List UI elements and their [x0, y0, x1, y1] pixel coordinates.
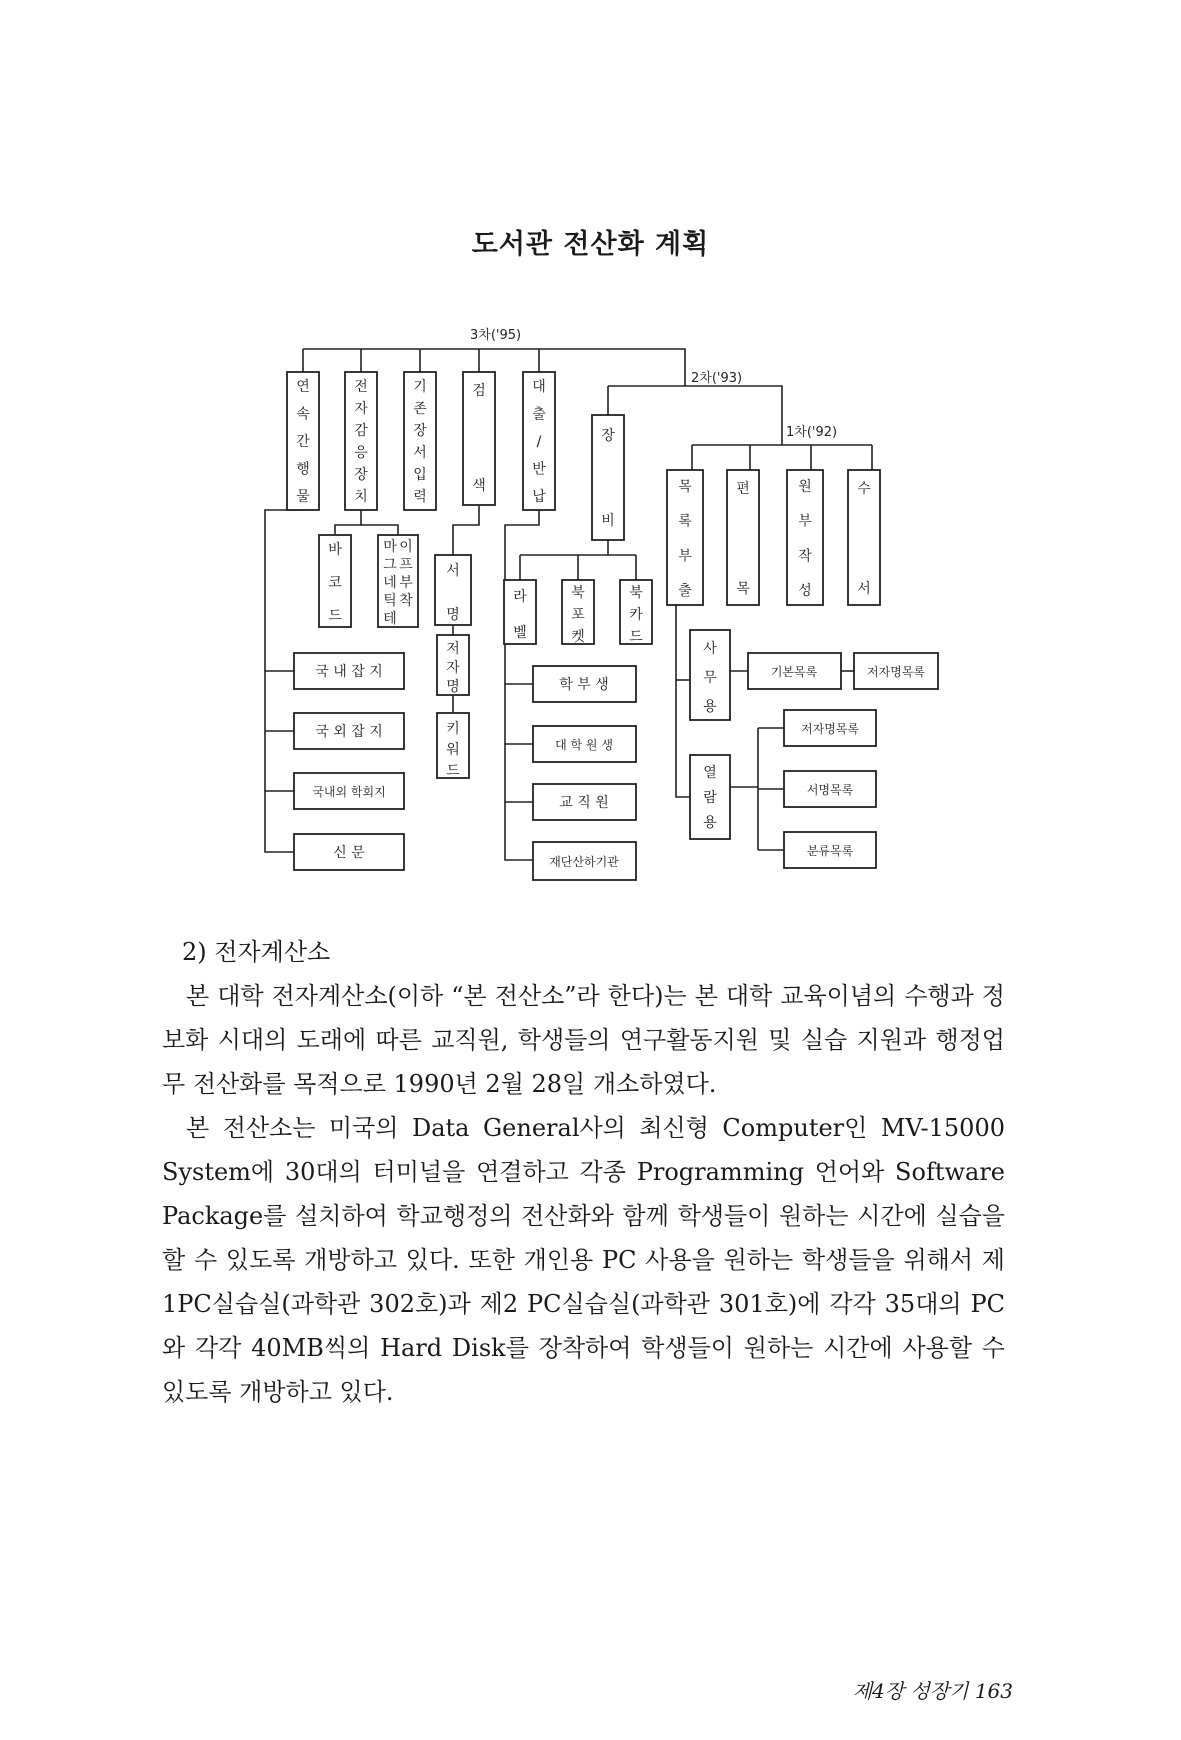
newspapers-box [294, 834, 404, 870]
svg-text:국 외 잡 지: 국 외 잡 지 [315, 724, 383, 740]
search-title-box [435, 555, 471, 625]
book-card-box [620, 580, 652, 645]
svg-text:전자감응장치: 전 자 감 응 장 치 [354, 379, 368, 505]
svg-text:북카드: 북 카 드 [629, 585, 643, 645]
grad-box [533, 726, 636, 762]
svg-text:저자명목록: 저자명목록 [801, 722, 859, 736]
svg-text:국 내 잡 지: 국 내 잡 지 [315, 664, 383, 680]
author-catalog-box [854, 653, 938, 689]
cataloging-box [727, 470, 759, 605]
catalog-output-box [667, 470, 703, 605]
svg-text:원부작성: 원 부 작 성 [798, 479, 812, 599]
svg-text:열람용: 열 람 용 [703, 765, 717, 831]
svg-text:연속간행물: 연 속 간 행 물 [296, 379, 310, 505]
svg-text:기존장서입력: 기 존 장 서 입 력 [413, 379, 427, 505]
svg-text:저자명: 저 자 명 [446, 641, 460, 695]
svg-text:사무용: 사 무 용 [703, 641, 717, 715]
reading-use-box [690, 755, 730, 839]
serials-box [287, 372, 319, 510]
svg-text:재단산하기관: 재단산하기관 [549, 855, 619, 869]
title-catalog-box [784, 771, 876, 807]
original-cataloging-box [787, 470, 823, 605]
marc-tape-box [378, 535, 418, 627]
svg-text:기본목록: 기본목록 [770, 665, 818, 679]
svg-text:바코드: 바 코 드 [328, 542, 342, 624]
svg-text:대출/반납: 대 출 / 반 납 [532, 379, 546, 505]
body-text [162, 930, 1005, 1414]
foreign-journals-box [294, 713, 404, 749]
equipment-box [592, 415, 624, 540]
page-footer: 제4장 성장기 163 [852, 1679, 1013, 1703]
staff-box [533, 784, 636, 820]
book-pocket-box [562, 580, 594, 645]
svg-text:장비: 장 비 [601, 428, 615, 529]
svg-text:저자명목록: 저자명목록 [867, 665, 925, 679]
svg-text:서명: 서 명 [446, 563, 460, 623]
circulation-box [523, 372, 555, 510]
barcode-box [319, 535, 351, 627]
svg-text:북포켓: 북 포 켓 [571, 585, 585, 645]
retro-input-box [404, 372, 436, 510]
acquisition-box [848, 470, 880, 605]
svg-text:대 학 원 생: 대 학 원 생 [555, 738, 613, 752]
phase3-label: 3차('95) [470, 328, 522, 343]
svg-text:학 부 생: 학 부 생 [559, 677, 609, 693]
section-heading: 2) 전자계산소 [182, 938, 331, 966]
svg-text:마그네틱테이프부착: 마 그 네 틱 테이 프 부 착 [383, 539, 413, 627]
svg-text:분류목록: 분류목록 [806, 844, 854, 858]
phase1-label: 1차('92) [786, 425, 838, 440]
svg-text:교 직 원: 교 직 원 [559, 795, 609, 811]
affiliates-box [533, 842, 636, 880]
svg-text:라벨: 라 벨 [513, 589, 527, 641]
svg-text:검색: 검 색 [472, 383, 486, 494]
academic-journals-box [294, 773, 404, 809]
page-title: 도서관 전산화 계획 [471, 229, 710, 260]
svg-text:편목: 편 목 [736, 481, 750, 597]
basic-catalog-box [748, 653, 841, 689]
svg-text:서명목록: 서명목록 [806, 783, 854, 797]
svg-text:신 문: 신 문 [333, 845, 365, 861]
svg-text:목록부출: 목 록 부 출 [678, 479, 692, 599]
svg-text:국내외 학회지: 국내외 학회지 [312, 785, 386, 799]
paragraph-2: 본 전산소는 미국의 Data General사의 최신형 Computer인 MV-15000 System에 30대의 터미널을 연결하고 각종 Programming 언어와 Software Package를 설치하여 학교행정의 전산화와 함께 학생들이 원하는 시간에 실습을 할 수 있도록 개방하고 있다. 또한 개인용 PC 사용을 원하는 학생들을 위해서 제1PC실습실(과학관 302호)과 제2 PC실습실(과학관 301호)에 각각 35대의 PC와 각각 40MB씩의 Hard Disk를 장착하여 학생들이 원하는 시간에 사용할 수 있도록 개방하고 있다. [162, 1114, 1005, 1406]
search-author-box [437, 635, 469, 695]
svg-text:수서: 수 서 [857, 481, 871, 597]
undergrad-box [533, 666, 636, 702]
domestic-journals-box [294, 653, 404, 689]
label-box [504, 580, 536, 644]
search-keyword-box [437, 713, 469, 779]
paragraph-1: 본 대학 전자계산소(이하 “본 전산소”라 한다)는 본 대학 교육이념의 수행과 정보화 시대의 도래에 따른 교직원, 학생들의 연구활동지원 및 실습 지원과 행정업무 전산화를 목적으로 1990년 2월 28일 개소하였다. [162, 982, 1005, 1098]
class-catalog-box [784, 832, 876, 868]
phase2-label: 2차('93) [691, 371, 743, 386]
svg-text:키워드: 키 워 드 [446, 721, 460, 779]
electronic-security-box [345, 372, 377, 510]
search-box [463, 372, 495, 505]
office-use-box [690, 630, 730, 720]
author-catalog-2-box [784, 710, 876, 746]
